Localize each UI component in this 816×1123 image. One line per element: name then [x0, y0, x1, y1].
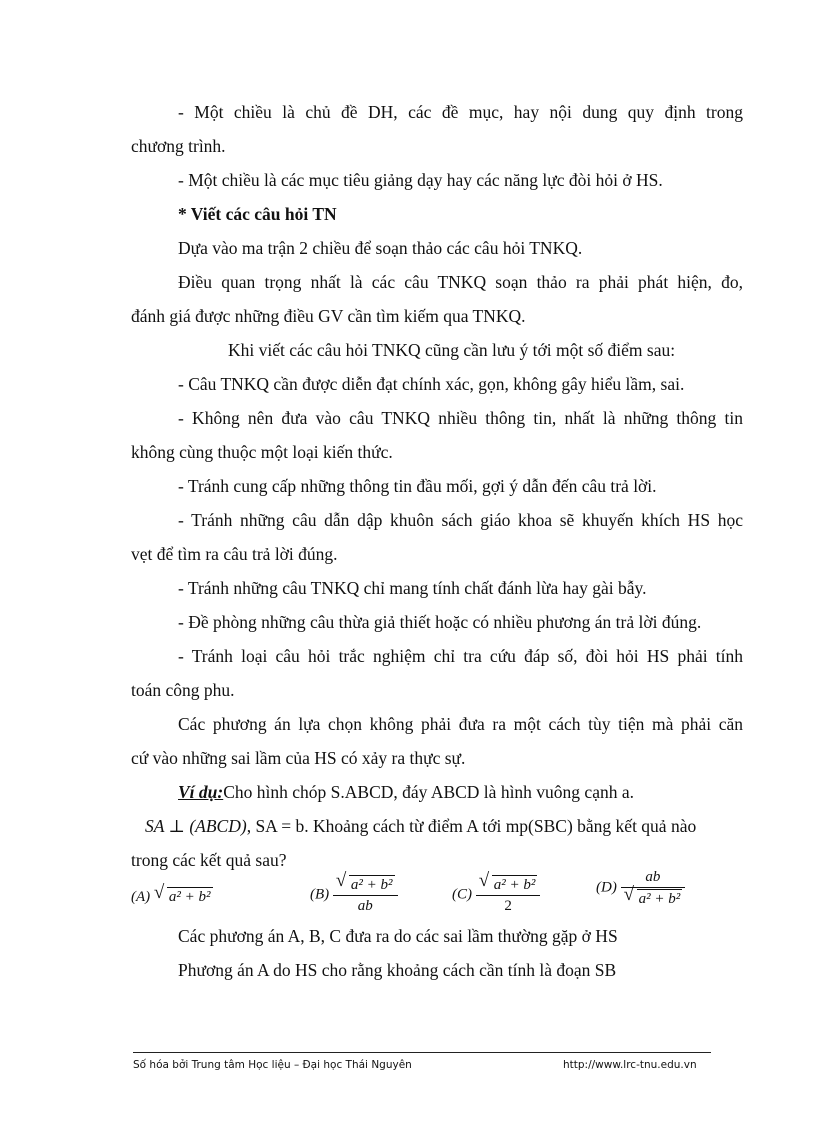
bullet-item: - Đề phòng những câu thừa giả thiết hoặc có nhiều phương án trả lời đúng. [178, 612, 702, 632]
paragraph-line: đánh giá được những điều GV cần tìm kiếm qua TNKQ. [131, 306, 526, 326]
radicand: a² + b² [168, 889, 211, 905]
footer-left: Số hóa bởi Trung tâm Học liệu – Đại học Thái Nguyên [133, 1059, 412, 1071]
sqrt-icon [479, 875, 538, 894]
option-c [452, 875, 540, 915]
bullet-item: - Tránh loại câu hỏi trắc nghiệm chỉ tra cứu đáp số, đòi hỏi HS phải tính [178, 646, 743, 666]
denominator: 2 [504, 898, 512, 914]
bullet-item: - Không nên đưa vào câu TNKQ nhiều thông tin, nhất là những thông tin [178, 408, 743, 428]
option-a [131, 887, 213, 906]
sqrt-icon [624, 889, 683, 908]
fraction [476, 875, 541, 915]
condition-text: , SA = b. Khoảng cách từ điểm A tới mp(SBC) bằng kết quả nào [246, 816, 697, 836]
option-b-label: (B) [310, 886, 330, 903]
paragraph-line: Khi viết các câu hỏi TNKQ cũng cần lưu ý tới một số điểm sau: [228, 340, 676, 360]
option-b [310, 875, 398, 915]
paragraph-line: Phương án A do HS cho rằng khoảng cách cần tính là đoạn SB [178, 960, 617, 980]
bullet-item: - Tránh những câu dẫn dập khuôn sách giáo khoa sẽ khuyến khích HS học [178, 510, 743, 530]
radicand: a² + b² [350, 877, 393, 893]
paragraph-line: - Một chiều là các mục tiêu giảng dạy hay các năng lực đòi hỏi ở HS. [178, 170, 663, 190]
paragraph-line: Các phương án A, B, C đưa ra do các sai lầm thường gặp ở HS [178, 926, 618, 946]
denominator: ab [357, 898, 373, 914]
example-label: Ví dụ: [178, 782, 224, 802]
paragraph-line: chương trình. [131, 136, 226, 156]
section-heading: * Viết các câu hỏi TN [178, 204, 337, 224]
radicand: a² + b² [638, 891, 681, 907]
bullet-item-cont: vẹt để tìm ra câu trả lời đúng. [131, 544, 338, 564]
bullet-item-cont: toán công phu. [131, 680, 235, 700]
fraction [333, 875, 398, 915]
sqrt-icon [336, 875, 395, 894]
option-d-label: (D) [596, 879, 617, 896]
example-condition [145, 815, 696, 837]
example-text: Cho hình chóp S.ABCD, đáy ABCD là hình vuông cạnh a. [223, 782, 634, 802]
radicand: a² + b² [493, 877, 536, 893]
paragraph-line: Điều quan trọng nhất là các câu TNKQ soạn thảo ra phải phát hiện, đo, [178, 272, 743, 292]
paragraph-line: Dựa vào ma trận 2 chiều để soạn thảo các câu hỏi TNKQ. [178, 238, 583, 258]
option-c-label: (C) [452, 886, 472, 903]
bullet-item: - Tránh những câu TNKQ chỉ mang tính chất đánh lừa hay gài bẫy. [178, 578, 647, 598]
sqrt-icon [154, 887, 213, 906]
footer-divider [133, 1052, 711, 1053]
option-a-label: (A) [131, 889, 151, 905]
footer-url: http://www.lrc-tnu.edu.vn [563, 1059, 697, 1071]
paragraph-line: Các phương án lựa chọn không phải đưa ra một cách tùy tiện mà phải căn [178, 714, 743, 734]
numerator: ab [621, 868, 686, 888]
paragraph-line: - Một chiều là chủ đề DH, các đề mục, hay nội dung quy định trong [178, 102, 743, 122]
perpendicular-math: SA ⊥ (ABCD) [145, 816, 247, 836]
bullet-item: - Câu TNKQ cần được diễn đạt chính xác, gọn, không gây hiểu lầm, sai. [178, 374, 685, 394]
bullet-item-cont: không cùng thuộc một loại kiến thức. [131, 442, 393, 462]
fraction [621, 868, 686, 908]
option-d [596, 868, 685, 908]
paragraph-line: cứ vào những sai lầm của HS có xảy ra thực sự. [131, 748, 466, 768]
example-question: trong các kết quả sau? [131, 850, 287, 870]
bullet-item: - Tránh cung cấp những thông tin đầu mối, gợi ý dẫn đến câu trả lời. [178, 476, 657, 496]
example-intro [178, 781, 634, 803]
